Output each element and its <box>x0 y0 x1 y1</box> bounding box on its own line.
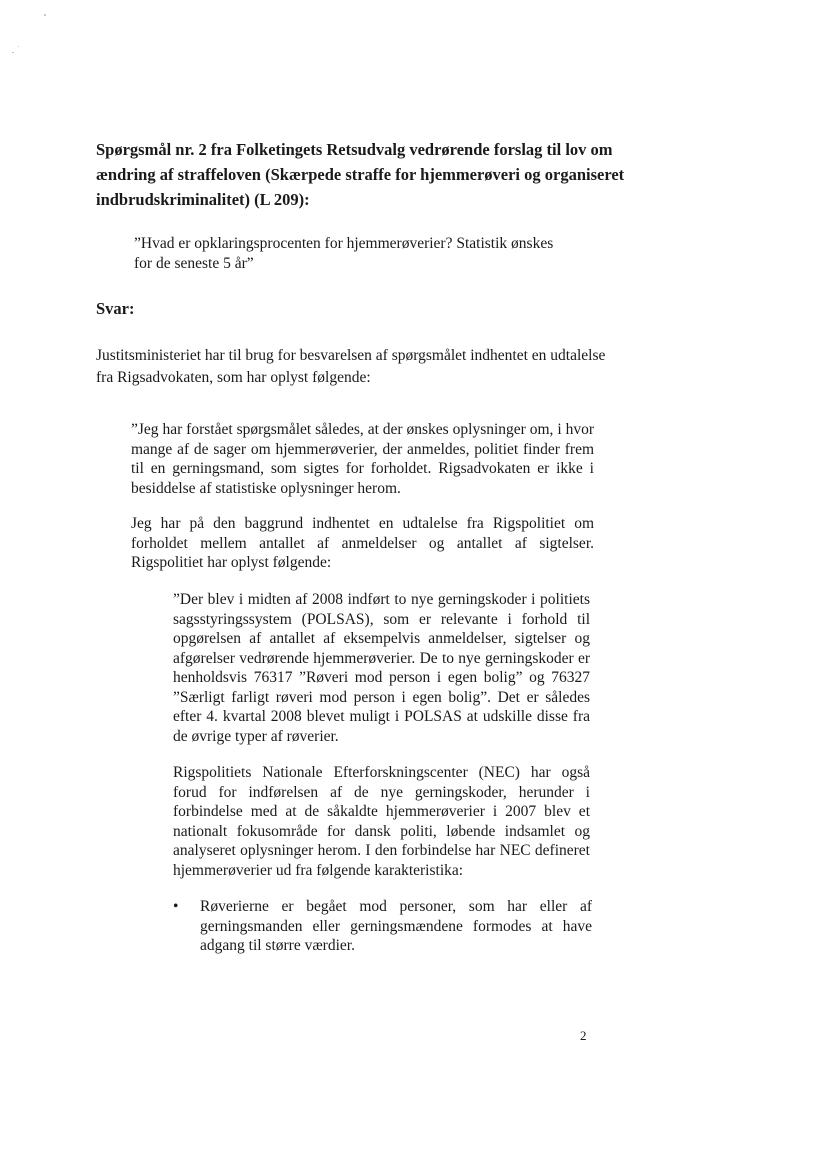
answer-label: Svar: <box>96 299 135 318</box>
rigsadvokat-paragraph-2: Jeg har på den baggrund indhentet en udtalelse fra Rigspolitiet om forholdet mellem antallet af anmeldelser og antallet af sigtelser. Rigspolitiet har oplyst følgende: <box>131 515 594 571</box>
scan-speck <box>12 52 14 53</box>
question-heading: Spørgsmål nr. 2 fra Folketingets Retsudvalg vedrørende forslag til lov om ændring af straffeloven (Skærpede straffe for hjemmerøveri og organiseret indbrudskriminalitet) (L 209): <box>96 140 625 209</box>
rigsadvokat-paragraph-1: ”Jeg har forstået spørgsmålet således, at der ønskes oplysninger om, i hvor mange af de sager om hjemmerøverier, der anmeldes, politiet finder frem til en gerningsmand, som sigtes for forholdet. Rigsadvokaten er ikke i besiddelse af statistiske oplysninger herom. <box>131 421 594 497</box>
scan-speck <box>44 14 46 16</box>
bullet-icon: • <box>173 898 179 915</box>
bullet-list-item <box>173 897 592 961</box>
bullet-text: Røverierne er begået mod personer, som har eller af gerningsmanden eller gerningsmændene formodes at have adgang til større værdier. <box>200 898 592 954</box>
answer-intro: Justitsministeriet har til brug for besvarelsen af spørgsmålet indhentet en udtalelse fra Rigsadvokaten, som har oplyst følgende: <box>96 347 606 386</box>
scan-speck <box>18 46 19 47</box>
page-number: 2 <box>580 1028 587 1043</box>
question-text: ”Hvad er opklaringsprocenten for hjemmerøverier? Statistik ønskes for de seneste 5 år” <box>134 235 554 272</box>
rigspoliti-paragraph-1: ”Der blev i midten af 2008 indført to nye gerningskoder i politiets sagsstyringssystem (POLSAS), som er relevante i forhold til opgørelsen af antallet af eksempelvis anmeldelser, sigtelser og afgørelser vedrørende hjemmerøverier. De to nye gerningskoder er henholdsvis 76317 ”Røveri mod person i egen bolig” og 76327 ”Særligt farligt røveri mod person i egen bolig”. Det er således efter 4. kvartal 2008 blevet muligt i POLSAS at udskille disse fra de øvrige typer af røverier. <box>173 591 590 745</box>
rigspoliti-paragraph-2: Rigspolitiets Nationale Efterforskningscenter (NEC) har også forud for indførelsen af de nye gerningskoder, herunder i forbindelse med at de såkaldte hjemmerøverier i 2007 blev et nationalt fokusområde for dansk politi, løbende indsamlet og analyseret oplysninger herom. I den forbindelse har NEC defineret hjemmerøverier ud fra følgende karakteristika: <box>173 764 590 879</box>
